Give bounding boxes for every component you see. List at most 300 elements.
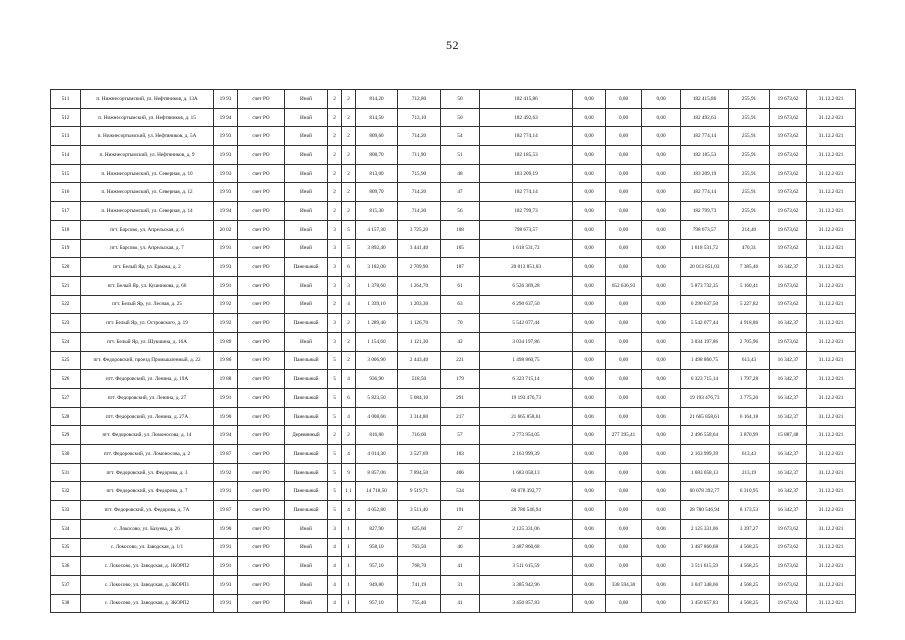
cell-floors-a: 3: [328, 519, 342, 538]
cell-limit-cost: 16 342,37: [770, 501, 807, 520]
cell-funds-a: 0,00: [573, 594, 606, 613]
cell-cost-per-sqm: 2 705,96: [729, 332, 770, 351]
cell-limit-cost: 16 342,37: [770, 482, 807, 501]
cell-funds-a: 0,00: [573, 183, 606, 202]
cell-row-number: 532: [51, 482, 81, 501]
cell-area-living: 3 725,20: [398, 220, 441, 239]
cell-cost-total: 798 673,57: [480, 220, 573, 239]
cell-area-living: 3 511,40: [398, 501, 441, 520]
cell-cost-total: 1 618 531,72: [480, 239, 573, 258]
cell-deadline: 31.12.2 021: [807, 445, 856, 464]
cell-wall-material: Панельный: [285, 407, 328, 426]
cell-deadline: 31.12.2 021: [807, 538, 856, 557]
cell-residents: 221: [441, 351, 480, 370]
cell-funds-c: 0,00: [642, 575, 681, 594]
cell-floors-a: 3: [328, 276, 342, 295]
cell-cost-total: 5 542 077,44: [480, 314, 573, 333]
cell-residents: 27: [441, 519, 480, 538]
cell-cost-per-sqm: 255,91: [729, 108, 770, 127]
cell-account-type: счет РО: [238, 426, 285, 445]
table-row: [51, 183, 856, 202]
cell-area-living: 1 203,30: [398, 295, 441, 314]
cell-residents: 179: [441, 370, 480, 389]
cell-limit-cost: 19 673,62: [770, 276, 807, 295]
cell-residents: 191: [441, 501, 480, 520]
cell-cost-total: 3 385 942,96: [480, 575, 573, 594]
cell-funds-owners: 2 125 331,06: [681, 519, 729, 538]
cell-floors-a: 2: [328, 183, 342, 202]
table-row: [51, 370, 856, 389]
cell-funds-b: 0,00: [606, 202, 642, 221]
cell-funds-a: 0,00: [573, 90, 606, 109]
cell-floors-a: 2: [328, 108, 342, 127]
cell-floors-b: 1: [342, 557, 356, 576]
cell-deadline: 31.12.2 021: [807, 108, 856, 127]
cell-funds-b: 0,00: [606, 295, 642, 314]
cell-residents: 41: [441, 594, 480, 613]
cell-funds-b: 0,00: [606, 239, 642, 258]
cell-funds-owners: 6 290 637,50: [681, 295, 729, 314]
cell-funds-owners: 1 618 531,72: [681, 239, 729, 258]
cell-residents: 31: [441, 575, 480, 594]
cell-cost-per-sqm: 613,43: [729, 351, 770, 370]
cell-residents: 48: [441, 164, 480, 183]
cell-area-living: 768,70: [398, 557, 441, 576]
cell-area-total: 3 892,40: [356, 239, 398, 258]
cell-funds-c: 0,00: [642, 108, 681, 127]
cell-year-built: 19 92: [214, 295, 238, 314]
cell-funds-c: 0,00: [642, 351, 681, 370]
cell-deadline: 31.12.2 021: [807, 519, 856, 538]
cell-floors-b: 5: [342, 220, 356, 239]
cell-funds-a: 0,00: [573, 426, 606, 445]
table-row: [51, 389, 856, 408]
cell-address: п. Нижнесортымский, ул. Северная, д. 12: [81, 183, 214, 202]
cell-area-living: 714,30: [398, 202, 441, 221]
cell-area-living: 714,20: [398, 183, 441, 202]
cell-row-number: 533: [51, 501, 81, 520]
cell-residents: 217: [441, 407, 480, 426]
cell-floors-b: 1: [342, 594, 356, 613]
cell-floors-a: 3: [328, 314, 342, 333]
cell-funds-a: 0,00: [573, 538, 606, 557]
cell-floors-b: 2: [342, 108, 356, 127]
cell-deadline: 31.12.2 021: [807, 594, 856, 613]
cell-funds-b: 0,00: [606, 482, 642, 501]
cell-funds-owners: 182 185,53: [681, 146, 729, 165]
cell-address: пгт. Барсово, ул. Апрельская, д. 6: [81, 220, 214, 239]
cell-funds-c: 0,00: [642, 501, 681, 520]
cell-floors-b: 4: [342, 501, 356, 520]
cell-funds-c: 0,00: [642, 370, 681, 389]
table-row: [51, 146, 856, 165]
cell-row-number: 524: [51, 332, 81, 351]
cell-funds-owners: 21 665 858,61: [681, 407, 729, 426]
table-row: [51, 108, 856, 127]
table-row: [51, 276, 856, 295]
cell-area-total: 809,60: [356, 127, 398, 146]
cell-wall-material: Иной: [285, 538, 328, 557]
cell-cost-total: 3 511 615,59: [480, 557, 573, 576]
cell-year-built: 19 92: [214, 314, 238, 333]
cell-floors-a: 2: [328, 146, 342, 165]
cell-account-type: счет РО: [238, 351, 285, 370]
cell-residents: 46: [441, 538, 480, 557]
cell-cost-total: 6 323 715,14: [480, 370, 573, 389]
cell-account-type: счет РО: [238, 389, 285, 408]
cell-wall-material: Панельный: [285, 314, 328, 333]
cell-deadline: 31.12.2 021: [807, 146, 856, 165]
cell-area-total: 4 014,30: [356, 445, 398, 464]
cell-floors-b: 2: [342, 314, 356, 333]
cell-funds-a: 0,00: [573, 370, 606, 389]
cell-cost-per-sqm: 613,43: [729, 445, 770, 464]
cell-deadline: 31.12.2 021: [807, 370, 856, 389]
cell-address: п. Нижнесортымский, ул. Северная, д. 10: [81, 164, 214, 183]
table-row: [51, 258, 856, 277]
cell-year-built: 19 91: [214, 239, 238, 258]
cell-area-total: 4 052,80: [356, 501, 398, 520]
cell-funds-a: 0,00: [573, 202, 606, 221]
cell-area-living: 3 314,80: [398, 407, 441, 426]
cell-year-built: 19 90: [214, 407, 238, 426]
cell-account-type: счет РО: [238, 90, 285, 109]
cell-deadline: 31.12.2 021: [807, 314, 856, 333]
cell-area-total: 1 154,60: [356, 332, 398, 351]
cell-floors-b: 3: [342, 276, 356, 295]
cell-account-type: счет РО: [238, 108, 285, 127]
cell-funds-c: 0,00: [642, 127, 681, 146]
cell-cost-total: 21 665 858,61: [480, 407, 573, 426]
table-row: [51, 445, 856, 464]
cell-floors-b: 6: [342, 258, 356, 277]
cell-funds-owners: 182 415,86: [681, 90, 729, 109]
cell-funds-c: 0,00: [642, 276, 681, 295]
cell-cost-total: 1 498 860,75: [480, 351, 573, 370]
cell-funds-c: 0,00: [642, 538, 681, 557]
cell-limit-cost: 15 887,48: [770, 426, 807, 445]
cell-residents: 57: [441, 426, 480, 445]
cell-deadline: 31.12.2 021: [807, 482, 856, 501]
cell-funds-owners: 182 774,14: [681, 127, 729, 146]
cell-account-type: счет РО: [238, 202, 285, 221]
cell-area-total: 8 857,00: [356, 463, 398, 482]
cell-deadline: 31.12.2 021: [807, 407, 856, 426]
cell-funds-c: 0,00: [642, 557, 681, 576]
cell-limit-cost: 19 673,62: [770, 239, 807, 258]
cell-limit-cost: 16 342,37: [770, 407, 807, 426]
cell-residents: 61: [441, 276, 480, 295]
cell-cost-total: 182 415,86: [480, 90, 573, 109]
cell-address: пгт. Федоровский, ул. Ленина, д. 27А: [81, 407, 214, 426]
cell-year-built: 19 91: [214, 594, 238, 613]
cell-funds-owners: 1 498 860,75: [681, 351, 729, 370]
cell-funds-b: 0,00: [606, 332, 642, 351]
cell-funds-b: 0,00: [606, 370, 642, 389]
cell-row-number: 514: [51, 146, 81, 165]
cell-funds-c: 0,00: [642, 332, 681, 351]
cell-funds-c: 0,00: [642, 463, 681, 482]
cell-funds-a: 0,00: [573, 295, 606, 314]
cell-wall-material: Иной: [285, 594, 328, 613]
cell-account-type: счет РО: [238, 557, 285, 576]
cell-funds-owners: 182 774,14: [681, 183, 729, 202]
cell-wall-material: Иной: [285, 557, 328, 576]
cell-funds-a: 0,00: [573, 501, 606, 520]
cell-address: п. Нижнесортымский, ул. Северная, д. 14: [81, 202, 214, 221]
cell-cost-total: 3 487 860,68: [480, 538, 573, 557]
cell-funds-b: 0,00: [606, 146, 642, 165]
cell-funds-a: 0,00: [573, 575, 606, 594]
cell-account-type: счет РО: [238, 482, 285, 501]
cell-funds-a: 0,00: [573, 220, 606, 239]
cell-row-number: 535: [51, 538, 81, 557]
cell-funds-a: 0,00: [573, 407, 606, 426]
cell-floors-b: 2: [342, 426, 356, 445]
cell-funds-c: 0,00: [642, 314, 681, 333]
cell-area-total: 814,50: [356, 108, 398, 127]
cell-year-built: 20 02: [214, 220, 238, 239]
cell-floors-b: 4: [342, 407, 356, 426]
cell-funds-a: 0,00: [573, 482, 606, 501]
cell-funds-c: 0,00: [642, 295, 681, 314]
cell-funds-owners: 183 209,19: [681, 164, 729, 183]
cell-wall-material: Панельный: [285, 482, 328, 501]
cell-funds-owners: 3 047 348,66: [681, 575, 729, 594]
cell-account-type: счет РО: [238, 594, 285, 613]
cell-row-number: 517: [51, 202, 81, 221]
cell-residents: 42: [441, 332, 480, 351]
table-row: [51, 332, 856, 351]
cell-cost-per-sqm: 6 310,95: [729, 482, 770, 501]
cell-funds-c: 0,00: [642, 183, 681, 202]
cell-area-total: 4 008,60: [356, 407, 398, 426]
cell-funds-c: 0,00: [642, 90, 681, 109]
cell-funds-b: 0,00: [606, 90, 642, 109]
cell-area-total: 1 289,40: [356, 314, 398, 333]
table-row: [51, 426, 856, 445]
cell-residents: 108: [441, 220, 480, 239]
cell-funds-owners: 3 450 857,83: [681, 594, 729, 613]
cell-account-type: счет РО: [238, 445, 285, 464]
cell-funds-c: 0,00: [642, 445, 681, 464]
cell-area-living: 1 121,30: [398, 332, 441, 351]
cell-account-type: счет РО: [238, 220, 285, 239]
cell-funds-owners: 6 323 715,14: [681, 370, 729, 389]
cell-funds-owners: 2 496 558,64: [681, 426, 729, 445]
cell-cost-total: 182 774,14: [480, 127, 573, 146]
cell-funds-a: 0,00: [573, 389, 606, 408]
cell-funds-owners: 3 034 197,86: [681, 332, 729, 351]
cell-cost-total: 28 780 546,94: [480, 501, 573, 520]
cell-limit-cost: 16 342,37: [770, 463, 807, 482]
cell-deadline: 31.12.2 021: [807, 463, 856, 482]
cell-deadline: 31.12.2 021: [807, 220, 856, 239]
cell-account-type: счет РО: [238, 370, 285, 389]
cell-account-type: счет РО: [238, 276, 285, 295]
cell-deadline: 31.12.2 021: [807, 295, 856, 314]
cell-cost-per-sqm: 255,91: [729, 127, 770, 146]
cell-funds-b: 0,00: [606, 463, 642, 482]
cell-cost-per-sqm: 4 918,86: [729, 314, 770, 333]
cell-floors-b: 1: [342, 538, 356, 557]
cell-wall-material: Иной: [285, 146, 328, 165]
cell-floors-a: 2: [328, 295, 342, 314]
cell-residents: 47: [441, 183, 480, 202]
cell-address: с. Локосово, ул. Заводская, д. 1КОРП2: [81, 557, 214, 576]
cell-funds-b: 0,00: [606, 351, 642, 370]
cell-limit-cost: 19 673,62: [770, 220, 807, 239]
cell-cost-per-sqm: 214,40: [729, 220, 770, 239]
table-row: [51, 575, 856, 594]
table-row: [51, 407, 856, 426]
cell-limit-cost: 19 673,62: [770, 575, 807, 594]
cell-deadline: 31.12.2 021: [807, 202, 856, 221]
cell-wall-material: Иной: [285, 90, 328, 109]
cell-funds-b: 0,00: [606, 389, 642, 408]
cell-area-living: 625,60: [398, 519, 441, 538]
cell-funds-a: 0,00: [573, 519, 606, 538]
table-row: [51, 164, 856, 183]
cell-cost-total: 60 078 392,77: [480, 482, 573, 501]
cell-limit-cost: 19 673,62: [770, 108, 807, 127]
cell-funds-a: 0,00: [573, 146, 606, 165]
cell-area-living: 3 527,69: [398, 445, 441, 464]
cell-year-built: 19 94: [214, 202, 238, 221]
cell-funds-b: 0,00: [606, 594, 642, 613]
cell-floors-a: 3: [328, 220, 342, 239]
cell-limit-cost: 19 673,62: [770, 594, 807, 613]
cell-area-total: 808,70: [356, 146, 398, 165]
cell-year-built: 19 88: [214, 370, 238, 389]
cell-floors-b: 1: [342, 575, 356, 594]
cell-funds-b: 0,00: [606, 407, 642, 426]
cell-area-living: 755,40: [398, 594, 441, 613]
cell-account-type: счет РО: [238, 407, 285, 426]
cell-address: п. Нижнесортымский, ул. Нефтяников, д. 9: [81, 146, 214, 165]
cell-floors-a: 2: [328, 426, 342, 445]
table-row: [51, 482, 856, 501]
cell-deadline: 31.12.2 021: [807, 501, 856, 520]
cell-cost-total: 2 163 999,39: [480, 445, 573, 464]
cell-area-total: 815,30: [356, 202, 398, 221]
cell-cost-total: 182 492,63: [480, 108, 573, 127]
cell-funds-owners: 182 492,63: [681, 108, 729, 127]
cell-area-living: 716,60: [398, 426, 441, 445]
cell-funds-owners: 182 799,73: [681, 202, 729, 221]
cell-deadline: 31.12.2 021: [807, 183, 856, 202]
cell-area-total: 957,10: [356, 557, 398, 576]
cell-year-built: 19 93: [214, 258, 238, 277]
cell-row-number: 523: [51, 314, 81, 333]
cell-funds-a: 0,00: [573, 239, 606, 258]
cell-cost-per-sqm: 3 397,27: [729, 519, 770, 538]
cell-cost-per-sqm: 1 797,28: [729, 370, 770, 389]
cell-deadline: 31.12.2 021: [807, 164, 856, 183]
cell-floors-b: 1: [342, 519, 356, 538]
cell-year-built: 19 94: [214, 108, 238, 127]
cell-row-number: 529: [51, 426, 81, 445]
cell-row-number: 520: [51, 258, 81, 277]
cell-residents: 50: [441, 90, 480, 109]
cell-funds-c: 0,00: [642, 407, 681, 426]
table-row: [51, 351, 856, 370]
cell-wall-material: Иной: [285, 276, 328, 295]
cell-cost-per-sqm: 4 568,25: [729, 538, 770, 557]
cell-wall-material: Панельный: [285, 370, 328, 389]
cell-area-total: 814,20: [356, 90, 398, 109]
cell-funds-b: 652 636,93: [606, 276, 642, 295]
cell-floors-b: 4: [342, 370, 356, 389]
page-number: 52: [446, 38, 459, 52]
cell-area-living: 763,50: [398, 538, 441, 557]
cell-area-total: 4 157,30: [356, 220, 398, 239]
cell-area-living: 2 709,90: [398, 258, 441, 277]
cell-wall-material: Панельный: [285, 351, 328, 370]
cell-year-built: 19 87: [214, 445, 238, 464]
cell-year-built: 19 87: [214, 501, 238, 520]
cell-floors-a: 2: [328, 202, 342, 221]
cell-address: с. Локосово, ул. Базуева, д. 26: [81, 519, 214, 538]
cell-limit-cost: 19 673,62: [770, 538, 807, 557]
cell-funds-b: 0,00: [606, 519, 642, 538]
cell-cost-per-sqm: 255,91: [729, 164, 770, 183]
cell-limit-cost: 19 673,62: [770, 127, 807, 146]
cell-funds-c: 0,00: [642, 258, 681, 277]
cell-funds-a: 0,00: [573, 127, 606, 146]
cell-row-number: 518: [51, 220, 81, 239]
cell-residents: 70: [441, 314, 480, 333]
cell-funds-b: 0,00: [606, 445, 642, 464]
cell-area-living: 2 443,40: [398, 351, 441, 370]
cell-residents: 63: [441, 295, 480, 314]
table-row: [51, 519, 856, 538]
cell-row-number: 511: [51, 90, 81, 109]
cell-account-type: счет РО: [238, 463, 285, 482]
cell-deadline: 31.12.2 021: [807, 557, 856, 576]
cell-cost-per-sqm: 255,91: [729, 90, 770, 109]
cell-area-living: 518,50: [398, 370, 441, 389]
cell-wall-material: Иной: [285, 332, 328, 351]
cell-year-built: 19 91: [214, 557, 238, 576]
cell-area-total: 1 339,10: [356, 295, 398, 314]
cell-funds-a: 0,00: [573, 258, 606, 277]
cell-row-number: 527: [51, 389, 81, 408]
cell-residents: 406: [441, 463, 480, 482]
cell-funds-owners: 20 013 851,03: [681, 258, 729, 277]
cell-account-type: счет РО: [238, 295, 285, 314]
cell-funds-owners: 60 078 392,77: [681, 482, 729, 501]
table-row: [51, 538, 856, 557]
cell-floors-b: 2: [342, 183, 356, 202]
cell-row-number: 536: [51, 557, 81, 576]
cell-funds-b: 0,00: [606, 127, 642, 146]
cell-floors-a: 2: [328, 90, 342, 109]
cell-floors-a: 4: [328, 575, 342, 594]
cell-address: пгт. Федоровский, ул. Ленина, д. 27: [81, 389, 214, 408]
cell-funds-b: 0,00: [606, 501, 642, 520]
cell-area-total: 958,10: [356, 538, 398, 557]
cell-area-living: 3 441,40: [398, 239, 441, 258]
cell-floors-a: 2: [328, 127, 342, 146]
cell-wall-material: Иной: [285, 575, 328, 594]
cell-row-number: 530: [51, 445, 81, 464]
cell-cost-per-sqm: 213,19: [729, 463, 770, 482]
cell-limit-cost: 16 342,37: [770, 314, 807, 333]
cell-floors-a: 5: [328, 482, 342, 501]
cell-wall-material: Панельный: [285, 445, 328, 464]
cell-floors-b: 2: [342, 90, 356, 109]
